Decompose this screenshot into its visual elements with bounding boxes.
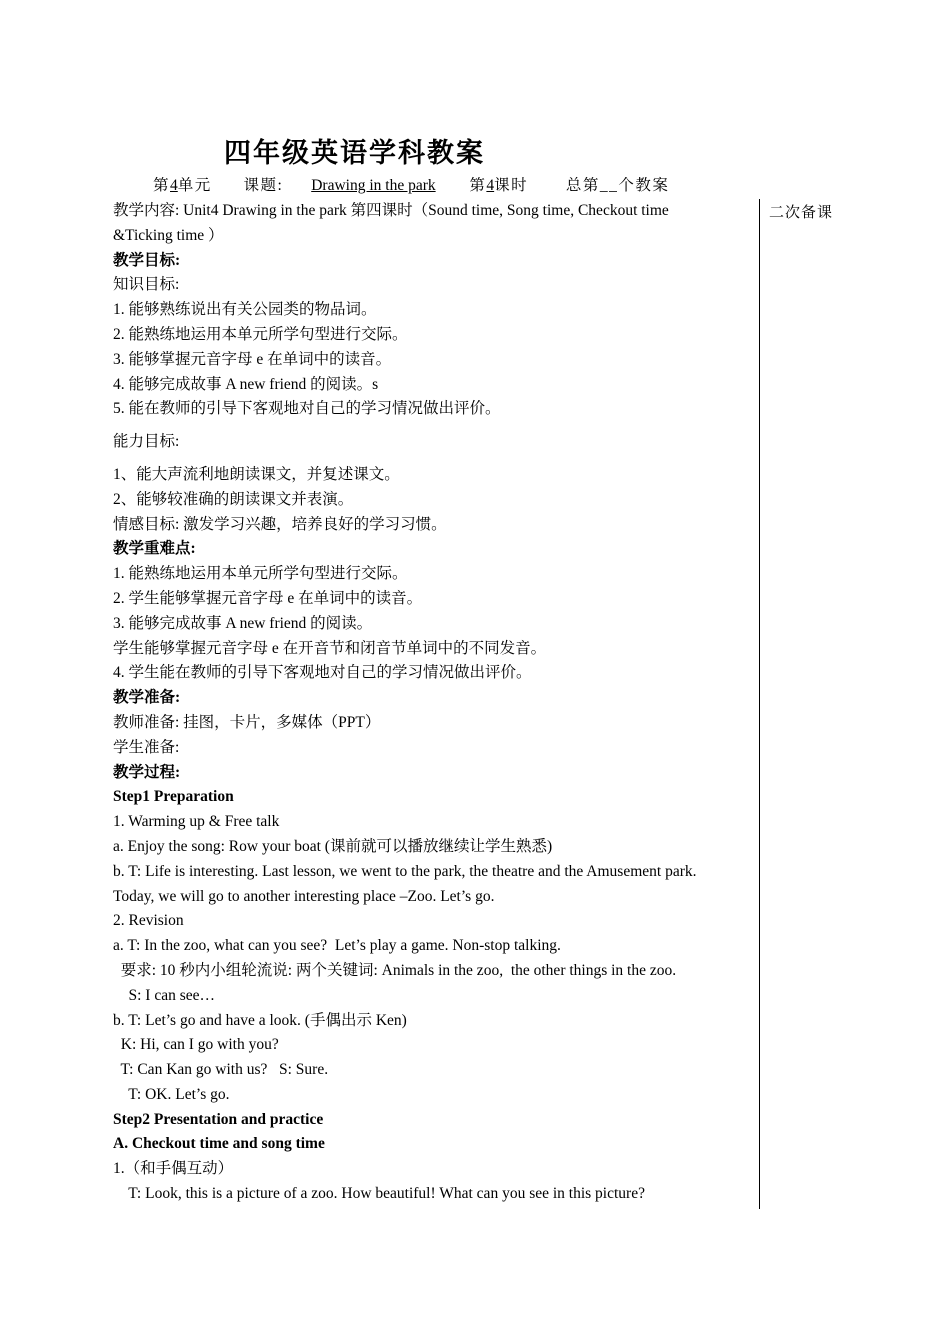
text-line: 4. 学生能在教师的引导下客观地对自己的学习情况做出评价。 [113, 664, 532, 682]
text-line: 2. 学生能够掌握元音字母 e 在单词中的读音。 [113, 589, 423, 607]
text-line: 5. 能在教师的引导下客观地对自己的学习情况做出评价。 [113, 400, 501, 418]
page-title: 四年级英语学科教案 [224, 138, 485, 169]
line-gap [113, 422, 753, 430]
side-note: 二次备课 [769, 205, 834, 221]
text-line: T: OK. Let’s go. [113, 1085, 230, 1103]
lesson-body [113, 199, 753, 1207]
text-line: 3. 能够完成故事 A new friend 的阅读。 [113, 614, 373, 632]
text-line: 学生能够掌握元音字母 e 在开音节和闭音节单词中的不同发音。 [113, 639, 547, 657]
section-heading: 教学重难点: [113, 540, 196, 558]
text-line: a. T: In the zoo, what can you see? Let’s play a game. Non-stop talking. [113, 937, 561, 955]
text-line: 2. 能熟练地运用本单元所学句型进行交际。 [113, 325, 408, 343]
section-heading: Step2 Presentation and practice [113, 1110, 324, 1128]
text-line: 1. Warming up & Free talk [113, 813, 280, 831]
text-line: b. T: Let’s go and have a look. (手偶出示 Ken) [113, 1011, 407, 1029]
text-line: a. Enjoy the song: Row your boat (课前就可以播放继续让学生熟悉) [113, 837, 553, 855]
section-heading: 教学过程: [113, 763, 181, 781]
unit-prefix: 第 [153, 177, 171, 194]
text-line: 1. 能够熟练说出有关公园类的物品词。 [113, 301, 377, 319]
text-line: 教师准备: 挂图，卡片，多媒体（PPT） [113, 713, 381, 731]
text-line: 1. 能熟练地运用本单元所学句型进行交际。 [113, 565, 408, 583]
text-line: 4. 能够完成故事 A new friend 的阅读。s [113, 375, 379, 393]
section-heading: 教学目标: [113, 251, 181, 269]
column-divider [759, 199, 760, 1209]
lesson-prefix: 第 [469, 177, 487, 194]
text-line: 1、能大声流利地朗读课文，并复述课文。 [113, 465, 400, 483]
section-heading: A. Checkout time and song time [113, 1135, 325, 1153]
topic-value: Drawing in the park [311, 177, 436, 194]
line-gap [113, 455, 753, 463]
text-line: b. T: Life is interesting. Last lesson, we went to the park, the theatre and the Amusement park. [113, 862, 697, 880]
lesson-suffix: 课时 [494, 177, 529, 194]
text-line: 2. Revision [113, 912, 184, 930]
text-line: T: Can Kan go with us? S: Sure. [113, 1061, 329, 1079]
text-line: 1.（和手偶互动） [113, 1160, 234, 1178]
text-line: 3. 能够掌握元音字母 e 在单词中的读音。 [113, 350, 392, 368]
text-line: 学生准备: [113, 738, 180, 756]
lesson-number: 4 [486, 177, 495, 194]
topic-label: 课题: [243, 177, 284, 194]
text-line: 情感目标: 激发学习兴趣，培养良好的学习习惯。 [113, 515, 447, 533]
lesson-meta [153, 176, 669, 196]
unit-suffix: 单元 [177, 177, 212, 194]
text-line: 2、能够较准确的朗读课文并表演。 [113, 490, 354, 508]
text-line: Today, we will go to another interesting place –Zoo. Let’s go. [113, 887, 495, 905]
section-heading: Step1 Preparation [113, 788, 234, 806]
total-count: 总第__个教案 [565, 177, 670, 194]
text-line: 能力目标: [113, 433, 180, 451]
text-line: K: Hi, can I go with you? [113, 1036, 279, 1054]
text-line: 知识目标: [113, 276, 180, 294]
text-line: T: Look, this is a picture of a zoo. How beautiful! What can you see in this picture? [113, 1185, 645, 1203]
text-line: 教学内容: Unit4 Drawing in the park 第四课时（Sound time, Song time, Checkout time [113, 202, 669, 219]
text-line: S: I can see… [113, 986, 216, 1004]
section-heading: 教学准备: [113, 689, 181, 707]
unit-number: 4 [170, 177, 178, 194]
text-line: 要求: 10 秒内小组轮流说: 两个关键词: Animals in the zoo, the other things in the zoo. [113, 961, 677, 979]
text-line: &Ticking time ） [113, 226, 224, 244]
